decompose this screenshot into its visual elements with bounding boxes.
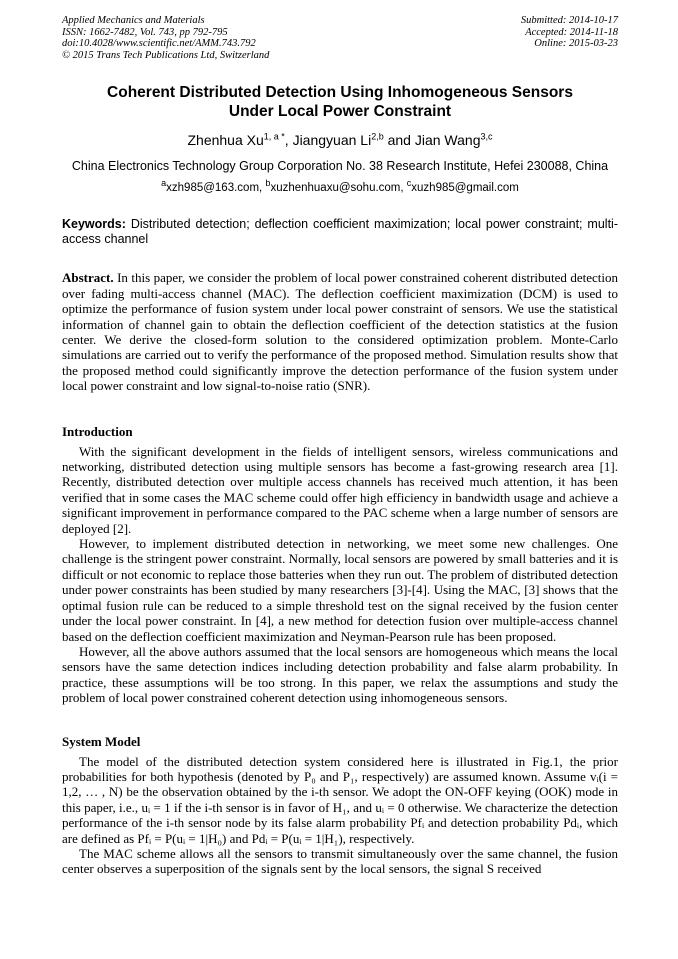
email-c: xuzh985@gmail.com xyxy=(411,182,519,195)
email-a-superscript: a xyxy=(161,178,167,189)
system-model-paragraph-2: The MAC scheme allows all the sensors to transmit simultaneously over the same channel, the fusion center observes a superposition of the signals sent by the local sensors, the signal S received xyxy=(62,845,618,877)
submitted-date: Submitted: 2014-10-17 xyxy=(520,15,618,26)
email-separator: , xyxy=(259,182,266,195)
abstract-block xyxy=(62,270,618,393)
introduction-paragraph-2: However, to implement distributed detection in networking, we meet some new challenges. One challenge is the stringent power constraint. Normally, local sensors are powered by small batteries and it is difficult or not economic to replace those batteries when they run out. The problem of distributed detection under power constraints has been studied by many researchers [3]-[4]. Using the MAC, [3] shows that the optimal fusion rule can be reduced to a simple threshold test on the signal received by the fusion center under the local power constraint. In [4], a new method for detection fusion over multiple-access channel based on the deflection coefficient maximization and Neyman-Pearson rule has been proposed. xyxy=(62,536,618,644)
submission-dates xyxy=(521,15,618,61)
affiliation: China Electronics Technology Group Corporation No. 38 Research Institute, Hefei 230088, China xyxy=(71,159,609,174)
system-model-paragraph-1: The model of the distributed detection system considered here is illustrated in Fig.1, the prior probabilities for both hypothesis (denoted by P₀ and P₁, respectively) are assumed known. Assume vᵢ(i = 1,2, … , N) be the observation obtained by the i-th sensor. We adopt the ON-OFF keying (OOK) mode in this paper, i.e., uᵢ = 1 if the i-th sensor is in favor of H₁, and uᵢ = 0 otherwise. We characterize the detection performance of the i-th sensor node by its false alarm probability Pfᵢ and detection probability Pdᵢ, which are defined as Pfᵢ = P(uᵢ = 1|H₀) and Pdᵢ = P(uᵢ = 1|H₁), respectively. xyxy=(62,753,618,846)
email-b-superscript: b xyxy=(265,178,271,189)
email-c-superscript: c xyxy=(406,178,412,189)
journal-issn-volume: ISSN: 1662-7482, Vol. 743, pp 792-795 xyxy=(62,26,228,38)
introduction-paragraph-1: With the significant development in the fields of intelligent sensors, wireless communications and networking, distributed detection using multiple sensors has become a fast-growing research area [1]. Recently, distributed detection over multiple access channels has received much attention, it has been verified that in some cases the MAC scheme could offer high efficiency in bandwidth usage and achieve a significant improvement in performance compared to the PAC scheme when a large number of sensors are deployed [2]. xyxy=(62,443,618,536)
abstract-label: Abstract. xyxy=(62,270,114,286)
author-3-superscript: 3,c xyxy=(480,131,493,142)
journal-doi: doi:10.4028/www.scientific.net/AMM.743.792 xyxy=(62,38,256,50)
author-emails xyxy=(62,178,618,195)
journal-info xyxy=(62,15,269,61)
journal-header xyxy=(62,15,618,61)
author-1-superscript: 1, a * xyxy=(263,131,285,142)
online-date: Online: 2015-03-23 xyxy=(534,38,618,50)
section-heading-introduction: Introduction xyxy=(62,423,133,439)
keywords-text: Distributed detection; deflection coefficient maximization; local power constraint; multi-access channel xyxy=(62,217,618,247)
journal-name: Applied Mechanics and Materials xyxy=(62,15,205,26)
abstract-text: In this paper, we consider the problem of local power constrained coherent distributed detection over fading multi-access channel (MAC). The deflection coefficient maximization (DCM) is used to optimize the performance of fusion system under local power constraint of sensors. We use the statistical information of channel gain to obtain the deflection coefficient of the detection statistics at the fusion center. We derive the closed-form solution to the considered optimization problem. Monte-Carlo simulations are carried out to verify the performance of the proposed method. Simulation results show that the proposed method could significantly improve the detection performance of the fusion system under local power constraint and low signal-to-noise ratio (SNR). xyxy=(62,270,618,394)
author-2-superscript: 2,b xyxy=(371,131,384,142)
introduction-paragraph-3: However, all the above authors assumed that the local sensors are homogeneous which means the local sensors have the same detection indices including detection probability and false alarm probability. In practice, these assumptions will be too strong. In this paper, we relax the assumptions and study the problem of local power constrained coherent detection using inhomogeneous sensors. xyxy=(62,643,618,706)
authors-line xyxy=(62,132,618,148)
email-a: xzh985@163.com xyxy=(166,182,260,195)
journal-copyright: © 2015 Trans Tech Publications Ltd, Switzerland xyxy=(62,49,270,61)
paper-title: Coherent Distributed Detection Using Inhomogeneous Sensors Under Local Power Constraint xyxy=(107,84,573,121)
keywords-block xyxy=(62,217,618,247)
email-b: xuzhenhuaxu@sohu.com xyxy=(270,182,401,195)
accepted-date: Accepted: 2014-11-18 xyxy=(525,26,618,38)
author-1-name: Zhenhua Xu xyxy=(187,132,264,149)
author-2-name: , Jiangyuan Li xyxy=(284,132,372,149)
keywords-label: Keywords: xyxy=(62,217,126,232)
section-heading-system-model: System Model xyxy=(62,733,141,749)
email-separator: , xyxy=(400,182,407,195)
author-3-name: and Jian Wang xyxy=(383,132,481,149)
